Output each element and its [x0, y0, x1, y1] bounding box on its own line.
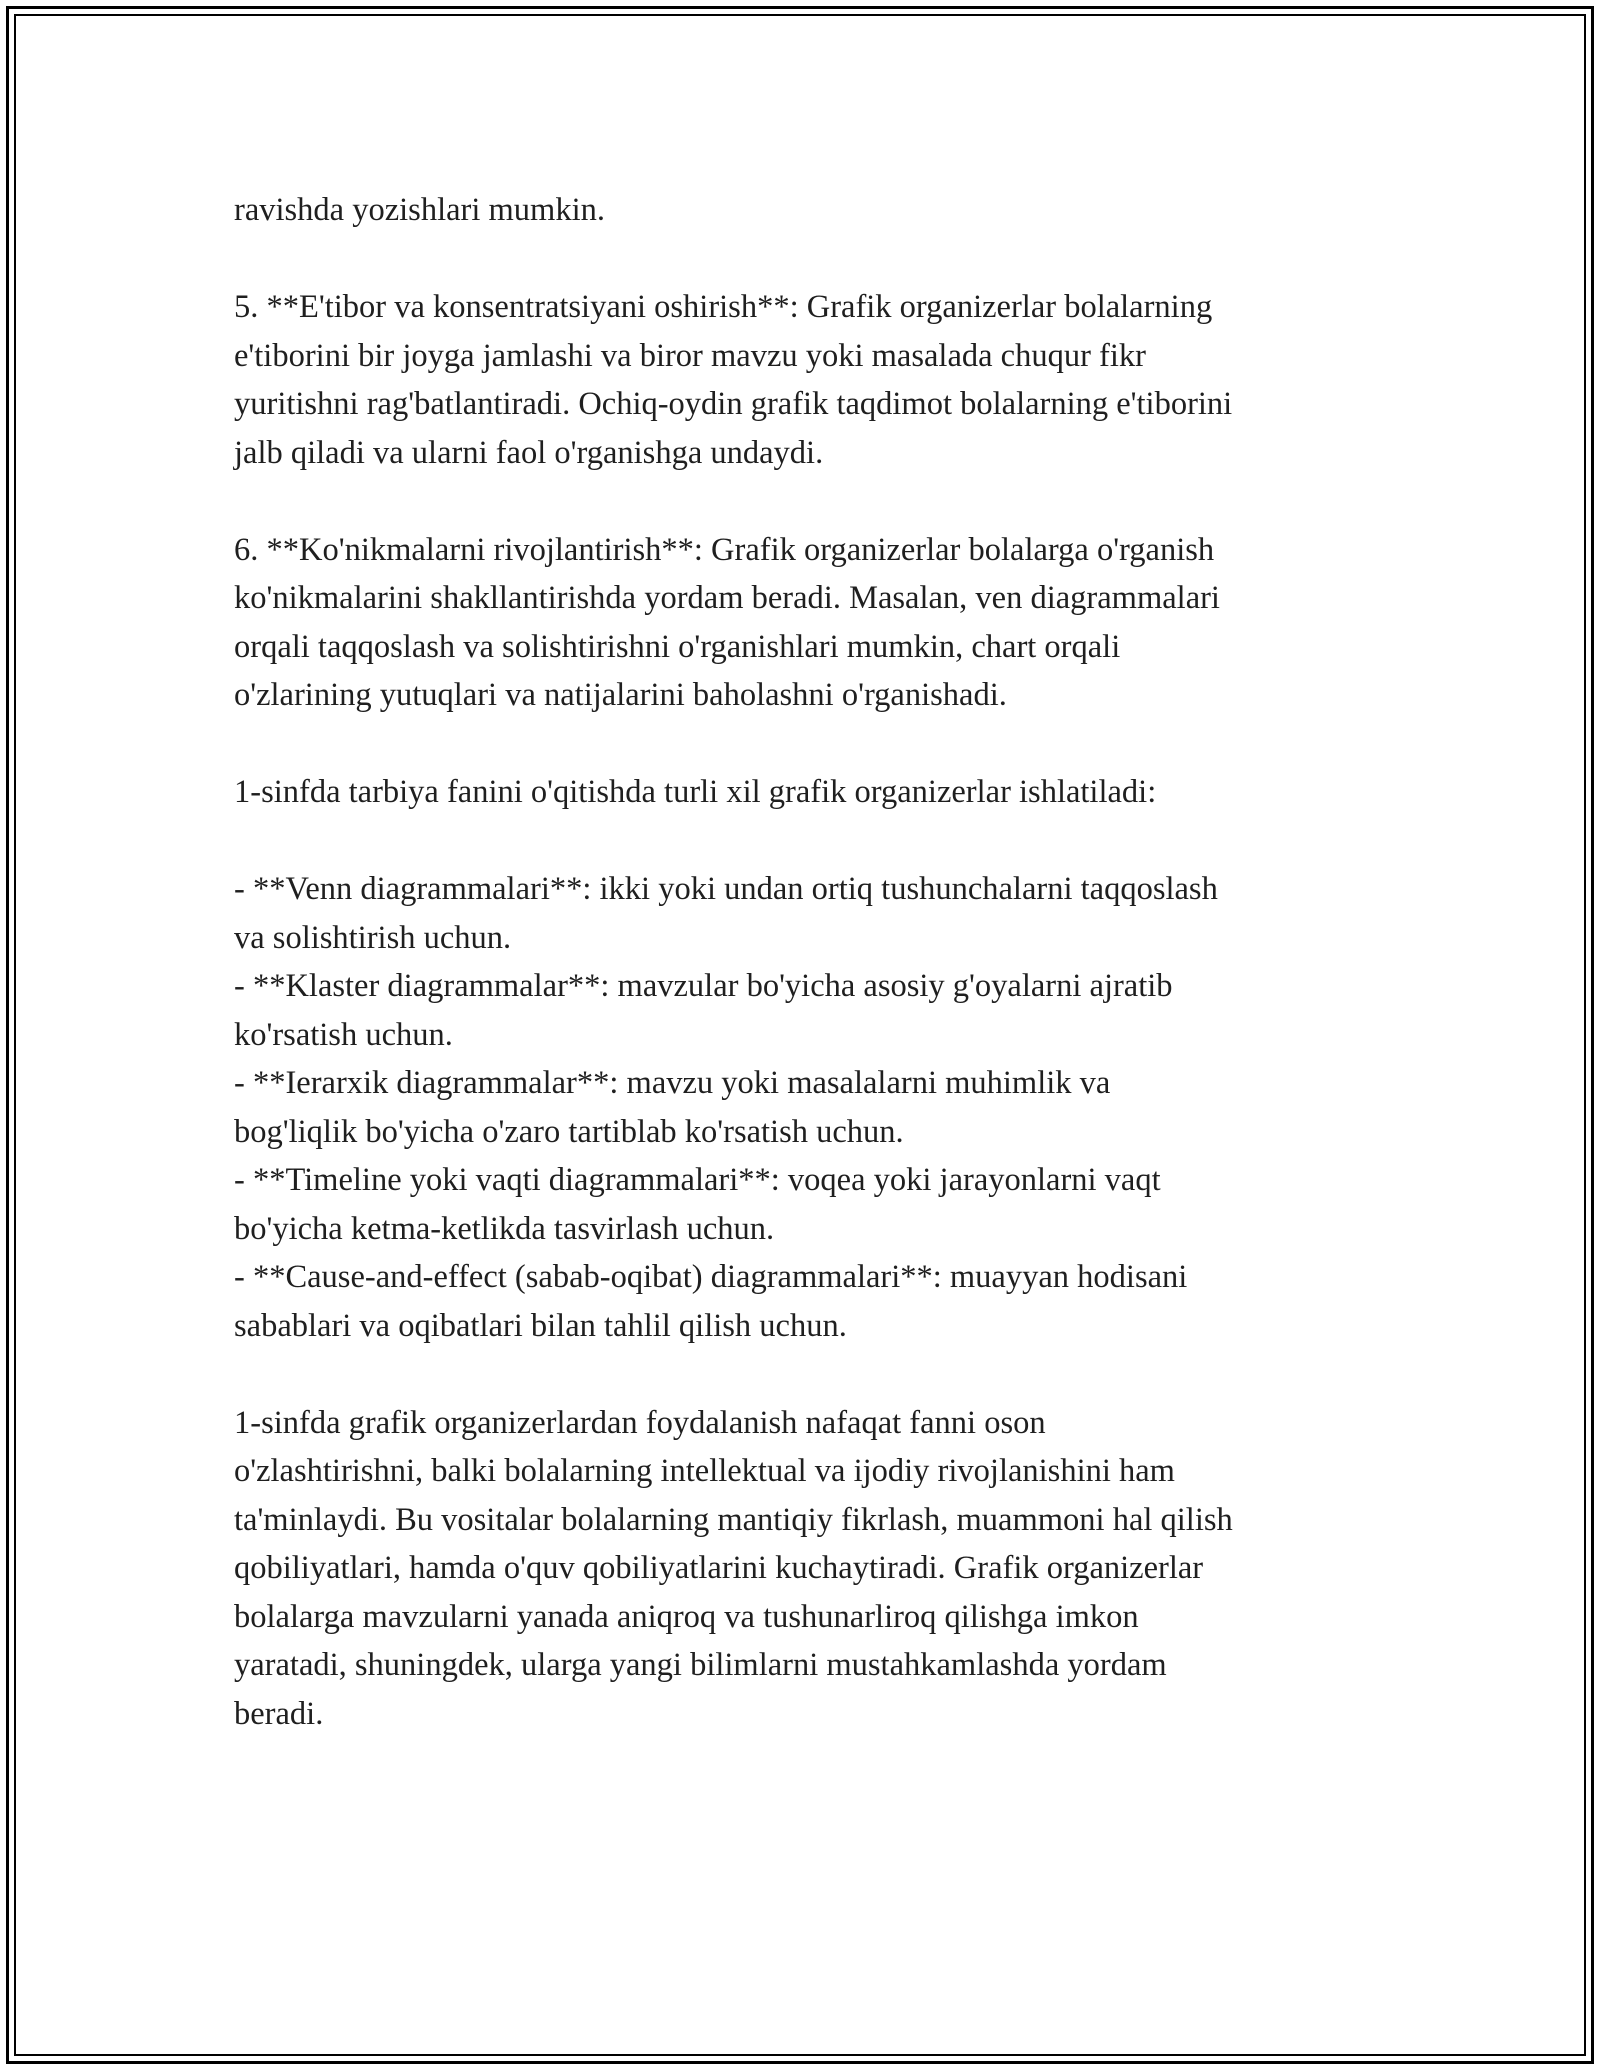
text-line: sabablari va oqibatlari bilan tahlil qilish uchun.: [234, 1307, 847, 1344]
text-line: bo'yicha ketma-ketlikda tasvirlash uchun.: [234, 1210, 775, 1247]
point-5-paragraph: [234, 283, 1384, 477]
text-line: o'zlarining yutuqlari va natijalarini baholashni o'rganishadi.: [234, 677, 1007, 713]
conclusion-paragraph: [234, 1399, 1384, 1739]
paragraph-spacer: [234, 235, 1384, 284]
text-line: orqali taqqoslash va solishtirishni o'rganishlari mumkin, chart orqali: [234, 628, 1121, 665]
text-line: yuritishni rag'batlantiradi. Ochiq-oydin grafik taqdimot bolalarning e'tiborini: [234, 386, 1233, 422]
text-line: 6. **Ko'nikmalarni rivojlantirish**: Grafik organizerlar bolalarga o'rganish: [234, 531, 1215, 568]
text-line: ko'nikmalarini shakllantirishda yordam beradi. Masalan, ven diagrammalari: [234, 580, 1220, 616]
text-line: - **Klaster diagrammalar**: mavzular bo'yicha asosiy g'oyalarni ajratib: [234, 968, 1173, 1004]
text-line: - **Cause-and-effect (sabab-oqibat) diagrammalari**: muayyan hodisani: [234, 1259, 1188, 1295]
text-line: 1-sinfda tarbiya fanini o'qitishda turli xil grafik organizerlar ishlatiladi:: [234, 774, 1157, 810]
text-line: - **Ierarxik diagrammalar**: mavzu yoki masalalarni muhimlik va: [234, 1065, 1111, 1101]
text-line: - **Venn diagrammalari**: ikki yoki undan ortiq tushunchalarni taqqoslash: [234, 871, 1218, 907]
text-line: beradi.: [234, 1695, 324, 1732]
list-intro-paragraph: [234, 768, 1384, 817]
continued-paragraph: [234, 186, 1384, 235]
text-line: e'tiborini bir joyga jamlashi va biror mavzu yoki masalada chuqur fikr: [234, 337, 1146, 374]
text-line: o'zlashtirishni, balki bolalarning intellektual va ijodiy rivojlanishini ham: [234, 1453, 1175, 1489]
paragraph-spacer: [234, 477, 1384, 526]
document-body: [234, 186, 1384, 1738]
text-line: ta'minlaydi. Bu vositalar bolalarning mantiqiy fikrlash, muammoni hal qilish: [234, 1501, 1233, 1538]
paragraph-spacer: [234, 720, 1384, 769]
text-line: va solishtirish uchun.: [234, 919, 512, 956]
text-line: jalb qiladi va ularni faol o'rganishga undaydi.: [234, 434, 824, 471]
text-line: ko'rsatish uchun.: [234, 1016, 453, 1053]
organizer-types-list: [234, 865, 1384, 1350]
paragraph-spacer: [234, 817, 1384, 866]
paragraph-spacer: [234, 1350, 1384, 1399]
text-line: yaratadi, shuningdek, ularga yangi bilimlarni mustahkamlashda yordam: [234, 1647, 1167, 1683]
text-line: bog'liqlik bo'yicha o'zaro tartiblab ko'rsatish uchun.: [234, 1113, 904, 1150]
text-line: 5. **E'tibor va konsentratsiyani oshirish**: Grafik organizerlar bolalarning: [234, 289, 1213, 325]
point-6-paragraph: [234, 526, 1384, 720]
text-line: qobiliyatlari, hamda o'quv qobiliyatlarini kuchaytiradi. Grafik organizerlar: [234, 1550, 1204, 1586]
text-line: ravishda yozishlari mumkin.: [234, 192, 605, 228]
text-line: bolalarga mavzularni yanada aniqroq va tushunarliroq qilishga imkon: [234, 1598, 1139, 1635]
text-line: 1-sinfda grafik organizerlardan foydalanish nafaqat fanni oson: [234, 1404, 1046, 1441]
text-line: - **Timeline yoki vaqti diagrammalari**: voqea yoki jarayonlarni vaqt: [234, 1162, 1161, 1198]
